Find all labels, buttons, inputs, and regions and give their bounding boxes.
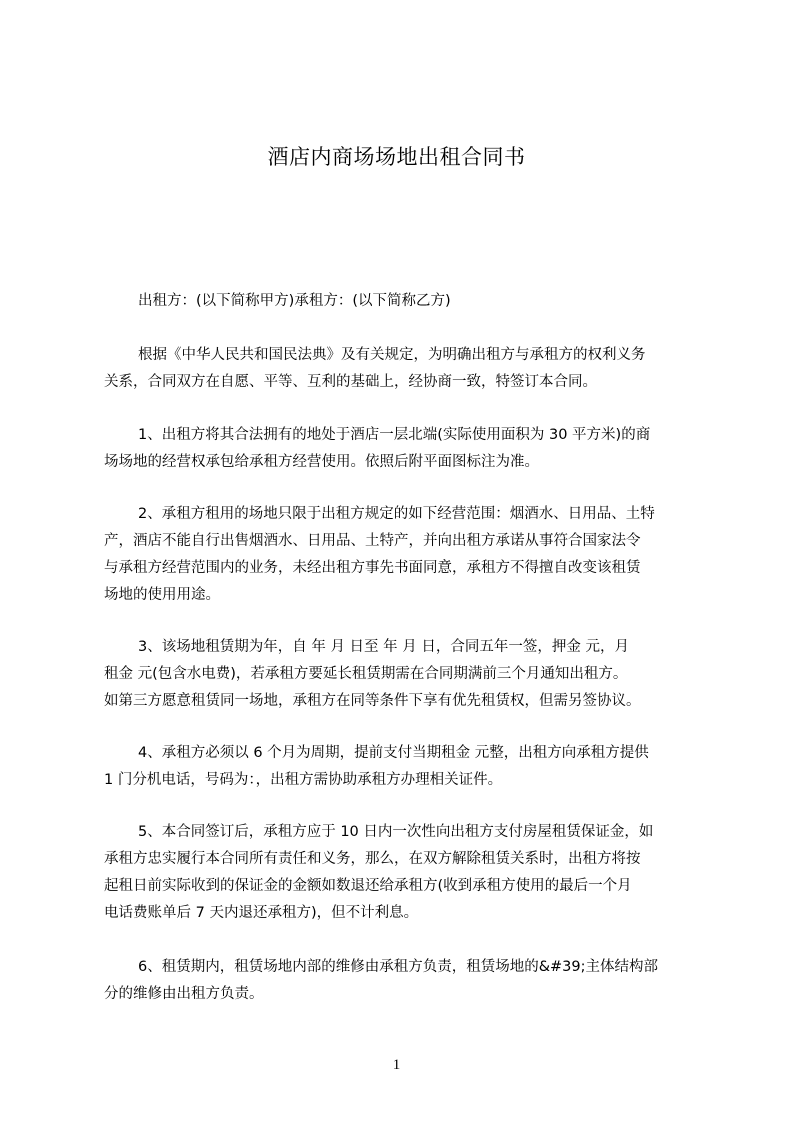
document-title: 酒店内商场场地出租合同书 bbox=[267, 145, 526, 169]
paragraph-clause-6 bbox=[104, 954, 722, 1008]
page-number: 1 bbox=[392, 1057, 401, 1073]
paragraph-line: 场地的使用用途。 bbox=[104, 587, 220, 603]
paragraph-line: 场场地的经营权承包给承租方经营使用。依照后附平面图标注为准。 bbox=[104, 454, 539, 470]
paragraph-line: 与承租方经营范围内的业务，未经出租方事先书面同意，承租方不得擅自改变该租赁 bbox=[104, 560, 641, 576]
parties-line bbox=[104, 288, 722, 315]
paragraph-clause-3 bbox=[104, 634, 722, 715]
paragraph-line: 6、租赁期内，租赁场地内部的维修由承租方负责，租赁场地的&#39;主体结构部 bbox=[138, 959, 659, 975]
paragraph-line: 关系，合同双方在自愿、平等、互利的基础上，经协商一致，特签订本合同。 bbox=[104, 374, 597, 390]
paragraph-line: 根据《中华人民共和国民法典》及有关规定，为明确出租方与承租方的权利义务 bbox=[138, 347, 646, 363]
paragraph-clause-2 bbox=[104, 501, 722, 609]
parties-text: 出租方：(以下简称甲方)承租方：(以下简称乙方) bbox=[138, 293, 451, 309]
paragraph-intro bbox=[104, 342, 722, 396]
paragraph-clause-1 bbox=[104, 422, 722, 476]
paragraph-line: 如第三方愿意租赁同一场地，承租方在同等条件下享有优先租赁权，但需另签协议。 bbox=[104, 693, 641, 709]
paragraph-line: 3、该场地租赁期为年，自 年 月 日至 年 月 日，合同五年一签，押金 元，月 bbox=[138, 639, 629, 655]
paragraph-line: 2、承租方租用的场地只限于出租方规定的如下经营范围：烟酒水、日用品、土特 bbox=[138, 506, 655, 522]
paragraph-line: 承租方忠实履行本合同所有责任和义务，那么，在双方解除租赁关系时，出租方将按 bbox=[104, 851, 641, 867]
paragraph-line: 5、本合同签订后，承租方应于 10 日内一次性向出租方支付房屋租赁保证金，如 bbox=[138, 824, 654, 840]
paragraph-line: 产，酒店不能自行出售烟酒水、日用品、土特产，并向出租方承诺从事符合国家法令 bbox=[104, 533, 641, 549]
paragraph-line: 分的维修由出租方负责。 bbox=[104, 986, 264, 1002]
paragraph-line: 1、出租方将其合法拥有的地处于酒店一层北端(实际使用面积为 30 平方米)的商 bbox=[138, 427, 651, 443]
paragraph-clause-5 bbox=[104, 819, 722, 927]
paragraph-line: 4、承租方必须以 6 个月为周期，提前支付当期租金 元整，出租方向承租方提供 bbox=[138, 745, 649, 761]
paragraph-line: 起租日前实际收到的保证金的金额如数退还给承租方(收到承租方使用的最后一个月 bbox=[104, 878, 632, 894]
paragraph-clause-4 bbox=[104, 740, 722, 794]
paragraph-line: 电话费账单后 7 天内退还承租方)，但不计利息。 bbox=[104, 905, 419, 921]
paragraph-line: 租金 元(包含水电费)，若承租方要延长租赁期需在合同期满前三个月通知出租方。 bbox=[104, 666, 628, 682]
paragraph-line: 1 门分机电话，号码为：，出租方需协助承租方办理相关证件。 bbox=[104, 772, 503, 788]
